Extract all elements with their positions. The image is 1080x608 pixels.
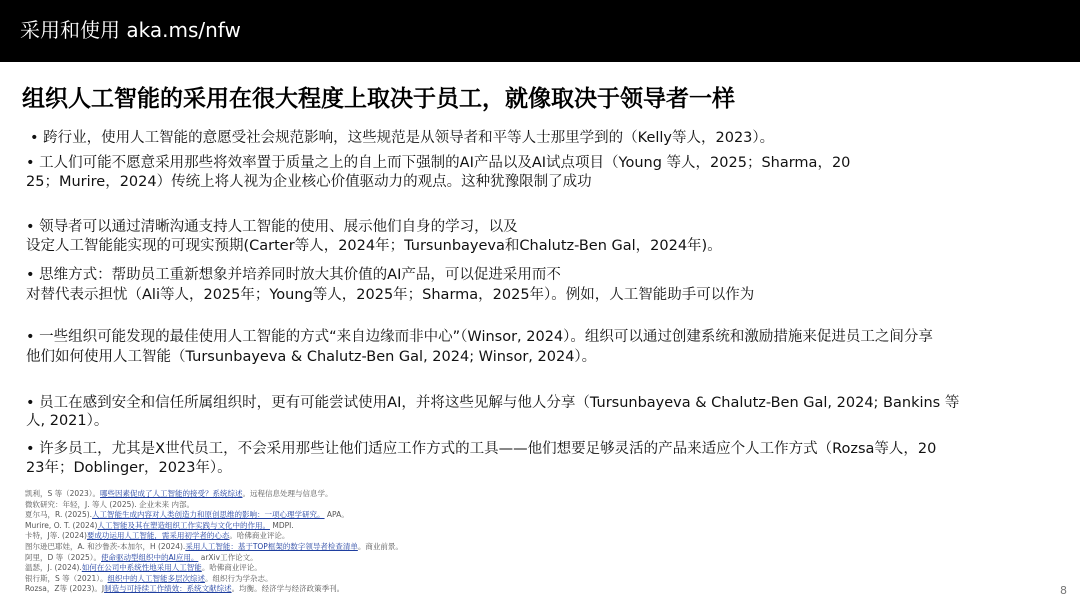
reference-link[interactable]: 人工智能及其在塑造组织工作实践与文化中的作用。 (97, 520, 270, 530)
bullet-line: 25；Murire，2024）传统上将人视为企业核心价值驱动力的观点。这种犹豫限制了成功 (26, 174, 592, 190)
reference-item: 微软研究：年轻，J. 等人 (2025). 企业未来 内部。 (25, 499, 194, 509)
reference-item: 夏尔马，R. (2025).人工智能生成内容对人类创造力和原创思维的影响：一项心理学研究。 APA。 (25, 510, 349, 520)
bullet-line: 设定人工智能能实现的可现实预期(Carter等人，2024年；Tursunbayeva和Chalutz-Ben Gal，2024年)。 (26, 238, 722, 254)
reference-link[interactable]: 要成功运用人工智能，需采用初学者的心态 (86, 531, 230, 541)
slide-title: 组织人工智能的采用在很大程度上取决于员工，就像取决于领导者一样 (22, 86, 735, 112)
bullet-line: • 一些组织可能发现的最佳使用人工智能的方式“来自边缘而非中心”（Winsor, 2024）。组织可以通过创建系统和激励措施来促进员工之间分享 (26, 329, 933, 345)
bullet-line: • 领导者可以通过清晰沟通支持人工智能的使用、展示他们自身的学习，以及 (26, 219, 518, 235)
reference-link[interactable]: 制造与可持续工作绩效：系统文献综述 (104, 584, 232, 594)
reference-link[interactable]: 组织中的人工智能多层次综述 (107, 573, 205, 583)
reference-item: 阿里，D 等（2025）。使命驱动型组织中的AI应用。 arXiv工作论文。 (25, 552, 258, 562)
reference-link[interactable]: 哪些因素促成了人工智能的接受？系统综述 (99, 489, 243, 498)
header-title: 采用和使用 aka.ms/nfw (20, 18, 241, 42)
reference-item: 图尔逊巴耶娃，A. 和沙鲁茨-本加尔，H (2024).采用人工智能：基于TOP框架的数字领导者检查清单。商业前景。 (25, 541, 403, 551)
bullet-line: • 许多员工，尤其是X世代员工，不会采用那些让他们适应工作方式的工具——他们想要足够灵活的产品来适应个人工作方式（Rozsa等人，20 (26, 441, 937, 457)
reference-item: 凯利，S 等（2023）。哪些因素促成了人工智能的接受？系统综述。远程信息处理与信息学。 (25, 489, 333, 498)
reference-link[interactable]: 采用人工智能：基于TOP框架的数字领导者检查清单 (185, 541, 358, 551)
reference-item: 温瑟，J. (2024).如何在公司中系统性地采用人工智能。哈佛商业评论。 (25, 563, 262, 573)
reference-item: Rozsa，Z等 (2023)。J制造与可持续工作绩效：系统文献综述。均衡。经济学与经济政策季刊。 (25, 584, 345, 594)
reference-item: 卡特，J等. (2024)要成功运用人工智能，需采用初学者的心态。哈佛商业评论。 (25, 531, 290, 541)
reference-link[interactable]: 如何在公司中系统性地采用人工智能 (81, 563, 202, 573)
bullet-line: 对替代表示担忧（Ali等人，2025年；Young等人，2025年；Sharma，2025年）。例如，人工智能助手可以作为 (26, 287, 755, 303)
header-bar (0, 0, 1080, 62)
reference-link[interactable]: 人工智能生成内容对人类创造力和原创思维的影响：一项心理学研究。 (92, 510, 325, 520)
reference-item: Murire, O. T. (2024)人工智能及其在塑造组织工作实践与文化中的作用。 MDPI. (25, 520, 294, 530)
reference-item: 银行斯，S 等（2021）。组织中的人工智能多层次综述。组织行为学杂志。 (25, 573, 273, 583)
references-list (25, 489, 545, 595)
bullet-line: • 跨行业，使用人工智能的意愿受社会规范影响，这些规范是从领导者和平等人士那里学到的（Kelly等人，2023）。 (30, 130, 775, 146)
bullet-line: • 员工在感到安全和信任所属组织时，更有可能尝试使用AI，并将这些见解与他人分享（Tursunbayeva & Chalutz-Ben Gal, 2024; Bankins 等 (26, 395, 960, 411)
reference-link[interactable]: 使命驱动型组织中的AI应用。 (101, 552, 199, 562)
bullet-line: 人, 2021）。 (26, 413, 109, 429)
bullet-line: 23年；Doblinger，2023年）。 (26, 460, 232, 476)
bullet-line: • 工人们可能不愿意采用那些将效率置于质量之上的自上而下强制的AI产品以及AI试点项目（Young 等人，2025；Sharma，20 (26, 155, 851, 171)
page-number: 8 (1060, 584, 1067, 597)
bullet-line: • 思维方式：帮助员工重新想象并培养同时放大其价值的AI产品，可以促进采用而不 (26, 267, 561, 283)
bullet-line: 他们如何使用人工智能（Tursunbayeva & Chalutz-Ben Gal, 2024; Winsor, 2024）。 (26, 349, 597, 365)
